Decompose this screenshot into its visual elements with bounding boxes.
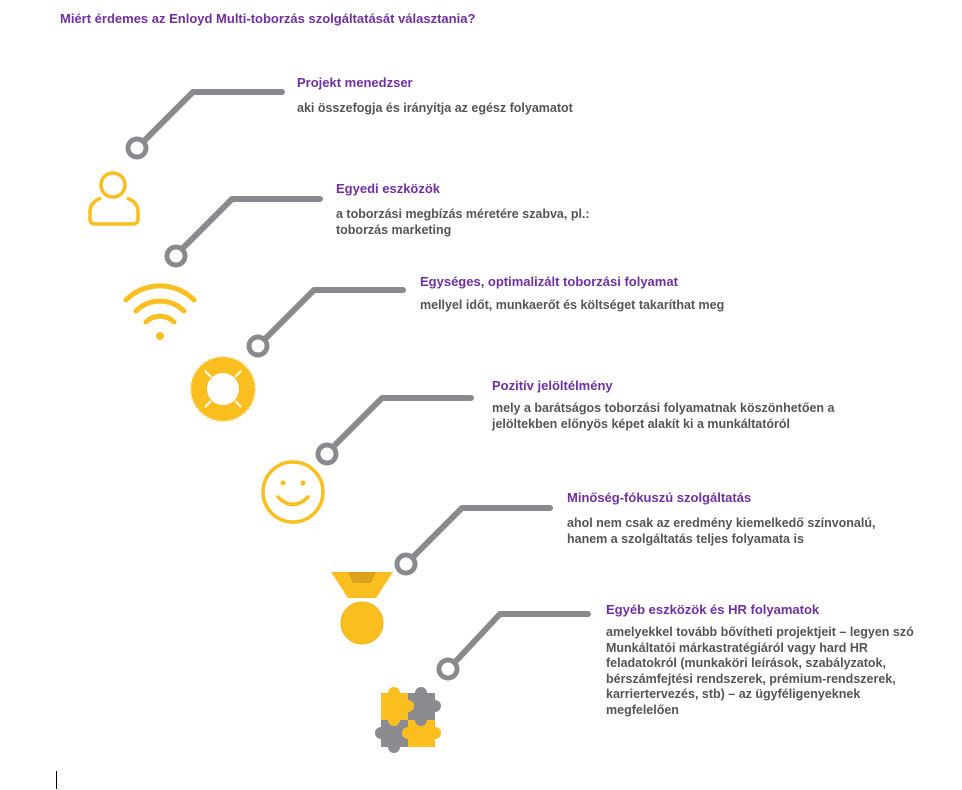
item-title-custom-tools: Egyedi eszközök — [336, 181, 441, 196]
item-title-candidate-experience: Pozitív jelöltélmény — [492, 378, 613, 393]
item-title-quality-focus: Minőség-fókuszú szolgáltatás — [567, 490, 752, 505]
person-icon — [90, 173, 138, 224]
item-desc-custom-tools: a toborzási megbízás méretére szabva, pl.: toborzás marketing — [336, 207, 590, 237]
connector-node-3 — [249, 337, 267, 355]
item-desc-other-tools: amelyekkel tovább bővítheti projektjeit – legyen szó Munkáltatói márkastratégiáról vagy hard HR feladatokról (munkaköri leírások, szabályzatok, bérszámfejtési rendszerek, prémium-rendszerek, karriertervezés, stb) – az ügyféligenyeknek megfelelően — [606, 625, 914, 717]
text-cursor — [56, 771, 57, 789]
item-title-other-tools: Egyéb eszközök és HR folyamatok — [606, 602, 820, 617]
connector-node-4 — [318, 445, 336, 463]
item-title-unified-process: Egységes, optimalizált toborzási folyamat — [420, 274, 678, 289]
connector-2 — [183, 199, 320, 248]
item-desc-unified-process: mellyel időt, munkaerőt és költséget takaríthat meg — [420, 298, 725, 312]
connector-6 — [456, 614, 588, 661]
medal-icon — [331, 572, 393, 644]
item-desc-project-manager: aki összefogja és irányítja az egész folyamatot — [297, 101, 573, 115]
connector-4 — [334, 398, 471, 446]
page-title: Miért érdemes az Enloyd Multi-toborzás szolgáltatását választania? — [60, 11, 476, 26]
connector-node-6 — [439, 660, 457, 678]
connector-node-1 — [128, 139, 146, 157]
connector-1 — [145, 92, 282, 140]
item-desc-candidate-experience: mely a barátságos toborzási folyamatnak köszönhetően a jelöltekben előnyös képet alakít ki a munkáltatóról — [492, 401, 835, 431]
lifebuoy-icon — [191, 357, 255, 421]
item-desc-quality-focus: ahol nem csak az eredmény kiemelkedő színvonalú, hanem a szolgáltatás teljes folyamata is — [567, 516, 876, 546]
smiley-icon — [263, 462, 323, 522]
wifi-icon — [126, 286, 194, 340]
connector-node-5 — [397, 555, 415, 573]
puzzle-icon — [375, 687, 441, 753]
item-title-project-manager: Projekt menedzser — [297, 75, 413, 90]
connector-node-2 — [167, 247, 185, 265]
connector-5 — [414, 508, 550, 556]
connector-3 — [266, 290, 403, 338]
